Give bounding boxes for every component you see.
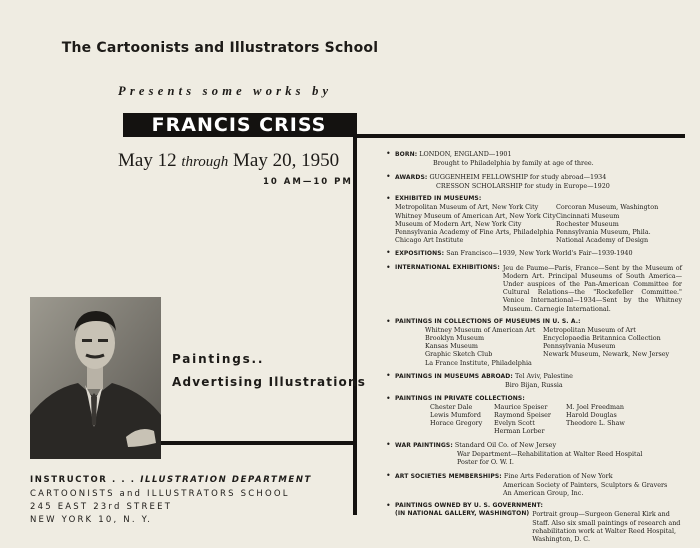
awards-section (386, 173, 682, 190)
advertising-label: Advertising Illustrations (172, 375, 367, 389)
expositions-section (386, 249, 682, 258)
societies-line-3: An American Group, Inc. (503, 488, 584, 497)
exhibition-dates (118, 150, 339, 172)
list-item: Corcoran Museum, Washington (556, 203, 659, 212)
exhibited-section (386, 195, 682, 244)
born-label: BORN: (395, 151, 418, 158)
awards-label: AWARDS: (395, 173, 428, 181)
war-line-3: Poster for O. W. I. (457, 458, 514, 466)
born-sub: Brought to Philadelphia by family at age of three. (433, 159, 594, 168)
list-item: Pennsylvania Academy of Fine Arts, Philadelphia (395, 227, 554, 236)
list-item: Chester Dale (430, 402, 473, 411)
date-start: May 12 (118, 150, 177, 171)
list-item: Herman Lorber (494, 427, 545, 436)
paintings-label: Paintings.. (172, 352, 265, 366)
address-line-3: NEW YORK 10, N. Y. (30, 515, 153, 525)
exhibition-hours: 10 AM—10 PM (263, 177, 353, 187)
abroad-line-2: Biro Bijan, Russia (505, 381, 563, 390)
list-item: Evelyn Scott (494, 419, 535, 428)
societies-line-2: American Society of Painters, Sculptors & Gravers (503, 480, 668, 489)
list-item: Graphic Sketch Club (425, 350, 493, 359)
expositions-value: San Francisco—1939, New York World's Fair—1939-1940 (446, 249, 633, 258)
collections-col-2 (543, 326, 669, 366)
address-line-1: CARTOONISTS and ILLUSTRATORS SCHOOL (30, 489, 290, 499)
international-section (386, 264, 682, 313)
list-item: Raymond Speiser (494, 411, 551, 420)
list-item: Maurice Speiser (494, 402, 548, 411)
list-item: La France Institute, Philadelphia (425, 358, 532, 367)
list-item: Harold Douglas (566, 411, 617, 420)
abroad-label: PAINTINGS IN MUSEUMS ABROAD: (395, 373, 513, 381)
instructor-line (30, 475, 312, 485)
societies-section (386, 472, 682, 497)
societies-line-1: Fine Arts Federation of New York (503, 471, 613, 480)
abroad-section (386, 372, 682, 389)
list-item: Encyclopaedia Britannica Collection (543, 334, 661, 343)
private-col-2 (494, 403, 566, 435)
list-item: Brooklyn Museum (425, 334, 485, 343)
list-item: Horace Gregory (430, 419, 483, 428)
artist-name: FRANCIS CRISS (151, 114, 327, 136)
war-line-2: War Department—Rehabilitation at Walter Reed Hospital (457, 449, 643, 458)
war-section (386, 441, 682, 466)
list-item: Newark Museum, Newark, New Jersey (543, 350, 670, 359)
born-value: LONDON, ENGLAND—1901 (419, 150, 512, 158)
list-item: M. Joel Freedman (566, 402, 625, 411)
list-item: Metropolitan Museum of Art, New York City (395, 203, 539, 212)
list-item: Museum of Modern Art, New York City (395, 219, 522, 228)
list-item: National Academy of Design (556, 235, 649, 244)
private-label: • PAINTINGS IN PRIVATE COLLECTIONS: (395, 394, 525, 402)
portrait-image (30, 297, 161, 459)
artist-photo (30, 297, 161, 459)
government-section (386, 502, 682, 542)
biography (386, 150, 682, 548)
government-label: • PAINTINGS OWNED BY U. S. GOVERNMENT: (395, 502, 544, 510)
war-line-1: Standard Oil Co. of New Jersey (454, 440, 557, 449)
date-through: through (181, 154, 229, 170)
list-item: Theodore L. Shaw (566, 419, 625, 428)
list-item: Pennsylvania Museum (543, 342, 616, 351)
awards-line-2: CRESSON SCHOLARSHIP for study in Europe—1920 (436, 181, 610, 190)
private-col-3 (566, 403, 625, 435)
government-sublabel: (IN NATIONAL GALLERY, WASHINGTON) (395, 510, 530, 518)
abroad-line-1: Tel Aviv, Palestine (514, 372, 573, 381)
international-label: • INTERNATIONAL EXHIBITIONS: (395, 264, 500, 272)
born-section (386, 150, 682, 167)
list-item: Chicago Art Institute (395, 235, 464, 244)
exhibited-col-2 (556, 203, 658, 243)
private-col-1 (430, 403, 494, 435)
societies-label: ART SOCIETIES MEMBERSHIPS: (395, 472, 502, 480)
list-item: Rochester Museum (556, 219, 619, 228)
war-label: WAR PAINTINGS: (395, 441, 453, 449)
top-rule (353, 134, 685, 138)
list-item: Whitney Museum of American Art (425, 326, 536, 335)
list-item: Metropolitan Museum of Art (543, 326, 636, 335)
list-item: Lewis Mumford (430, 411, 481, 420)
list-item: Pennsylvania Museum, Phila. (556, 227, 651, 236)
international-text: Jeu de Paume—Paris, France—Sent by the Museum of Modern Art. Principal Museums of South America—Under auspices of the Pan-American Committee for Cultural Relations—the "Rockefeller Committee." Venice International—1934—Sent by the Whitney Museum. Carnegie International. (502, 264, 682, 313)
collections-col-1 (425, 326, 543, 366)
list-item: Kansas Museum (425, 342, 478, 351)
address-line-2: 245 EAST 23rd STREET (30, 502, 173, 512)
private-section (386, 395, 682, 435)
collections-label: • PAINTINGS IN COLLECTIONS OF MUSEUMS IN U. S. A.: (395, 318, 581, 326)
list-item: Whitney Museum of American Art, New York City (395, 211, 556, 220)
presents-line: Presents some works by (118, 84, 333, 98)
expositions-label: EXPOSITIONS: (395, 250, 445, 258)
instructor-dept: ILLUSTRATION DEPARTMENT (140, 475, 312, 485)
vertical-rule (353, 113, 357, 515)
awards-line-1: GUGGENHEIM FELLOWSHIP for study abroad—1934 (429, 172, 607, 181)
date-end: May 20, 1950 (233, 150, 340, 171)
exhibited-label: • EXHIBITED IN MUSEUMS: (395, 195, 482, 203)
collections-section (386, 318, 682, 367)
school-title: The Cartoonists and Illustrators School (61, 40, 379, 56)
instructor-prefix: INSTRUCTOR . . . (30, 475, 136, 485)
list-item: Cincinnati Museum (556, 211, 620, 220)
exhibited-col-1 (395, 203, 556, 243)
government-text: Portrait group—Surgeon General Kirk and Staff. Also six small paintings of research and rehabilitation work at Walter Reed Hospital, Washington, D. C. (532, 510, 681, 543)
